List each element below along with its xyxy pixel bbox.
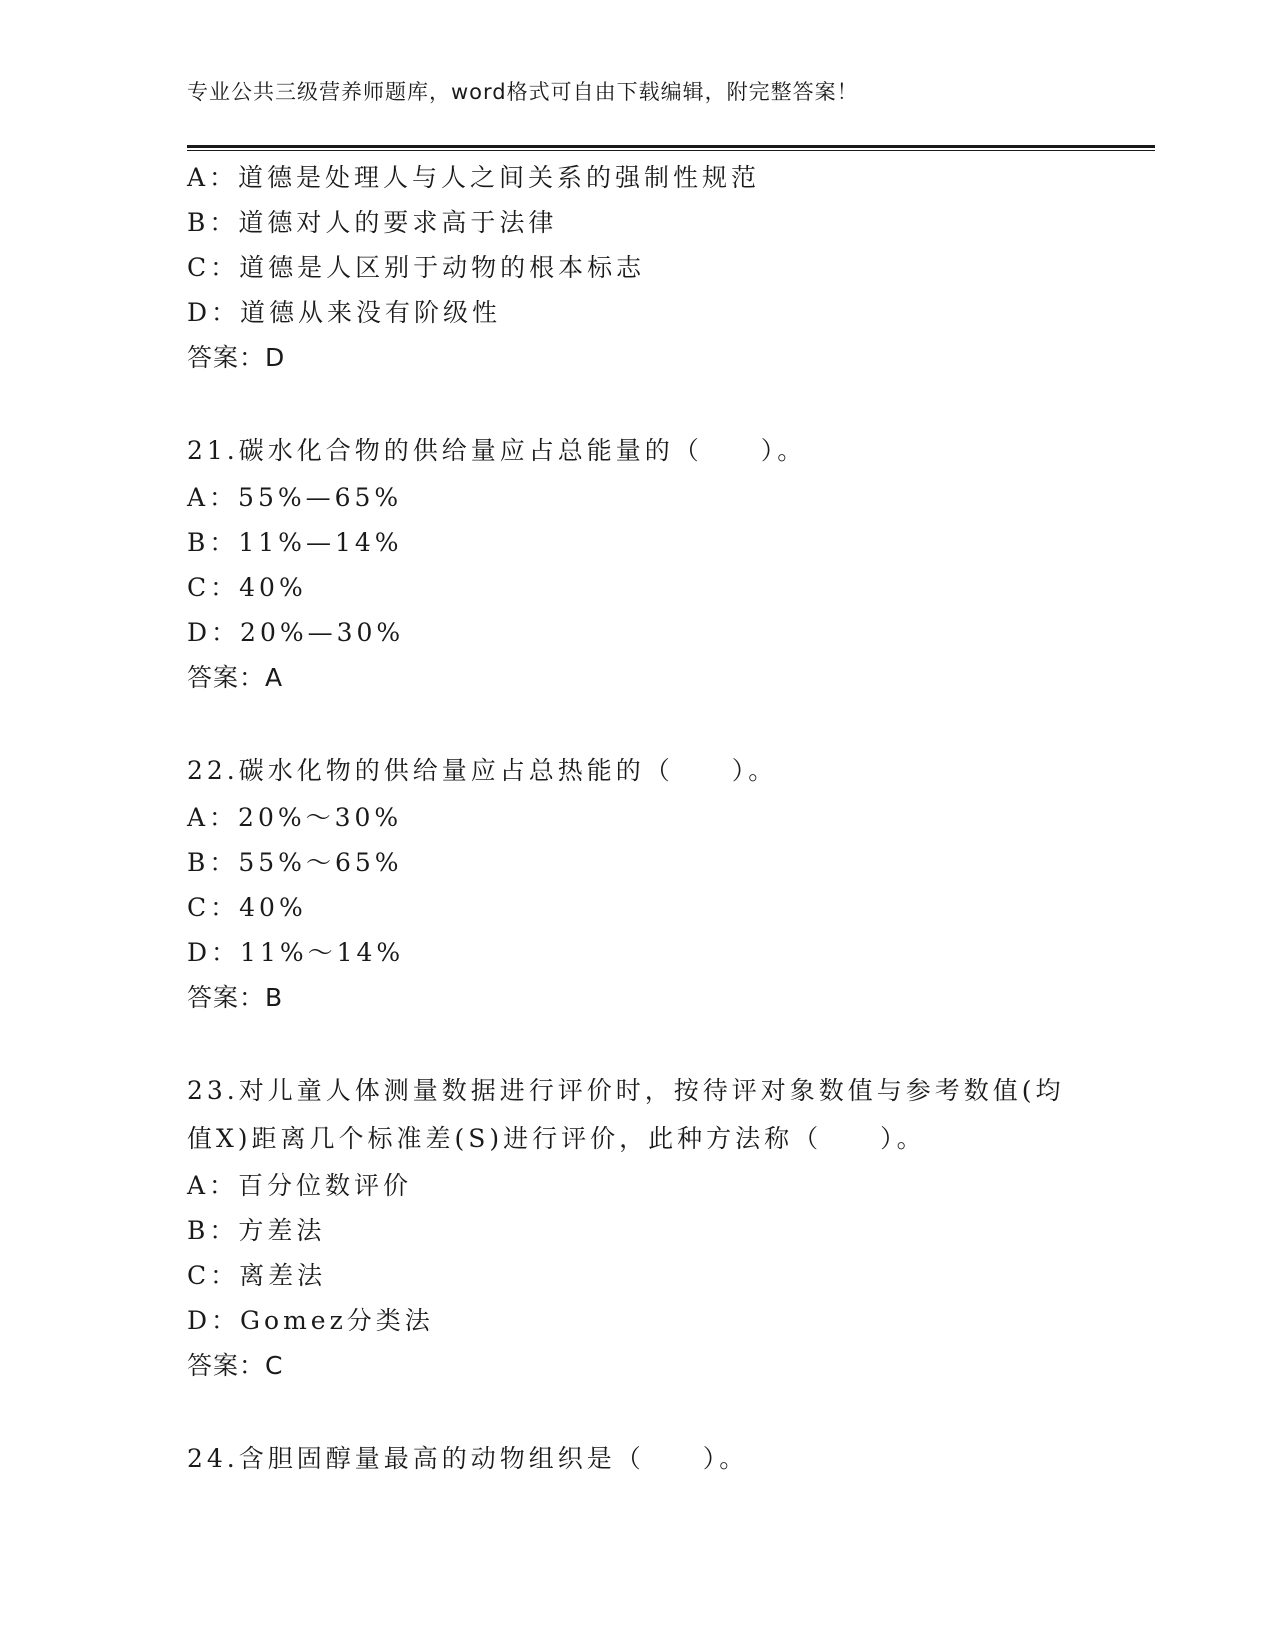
option-d: D：道德从来没有阶级性 bbox=[187, 298, 502, 327]
question-stem: 24.含胆固醇量最高的动物组织是（ ）。 bbox=[187, 1444, 749, 1473]
question-stem: 22.碳水化物的供给量应占总热能的（ ）。 bbox=[187, 756, 778, 785]
question-21 bbox=[187, 427, 1107, 700]
option-b: B：方差法 bbox=[187, 1216, 326, 1245]
question-24 bbox=[187, 1435, 1107, 1483]
option-c: C：道德是人区别于动物的根本标志 bbox=[187, 253, 646, 282]
option-a: A：道德是处理人与人之间关系的强制性规范 bbox=[187, 163, 761, 192]
option-b: B：11%—14% bbox=[187, 528, 403, 557]
answer-line: 答案：C bbox=[187, 1351, 284, 1380]
page-header: 专业公共三级营养师题库，word格式可自由下载编辑，附完整答案！ bbox=[187, 80, 859, 104]
question-22 bbox=[187, 747, 1107, 1020]
question-23 bbox=[187, 1067, 1107, 1388]
question-stem-line-1: 23.对儿童人体测量数据进行评价时，按待评对象数值与参考数值(均 bbox=[187, 1076, 1065, 1105]
spacer bbox=[187, 380, 1107, 427]
option-c: C：40% bbox=[187, 573, 307, 602]
option-d: D：Gomez分类法 bbox=[187, 1306, 434, 1335]
spacer bbox=[187, 1388, 1107, 1435]
header-divider bbox=[187, 145, 1155, 151]
option-a: A：55%—65% bbox=[187, 483, 403, 512]
option-b: B：道德对人的要求高于法律 bbox=[187, 208, 558, 237]
option-c: C：40% bbox=[187, 893, 307, 922]
option-a: A：20%～30% bbox=[187, 803, 403, 832]
option-a: A：百分位数评价 bbox=[187, 1171, 413, 1200]
answer-line: 答案：D bbox=[187, 343, 286, 372]
question-list bbox=[187, 155, 1107, 1483]
spacer bbox=[187, 700, 1107, 747]
question-stem: 21.碳水化合物的供给量应占总能量的（ ）。 bbox=[187, 436, 807, 465]
question-stem-line-2: 值X)距离几个标准差(S)进行评价，此种方法称（ ）。 bbox=[187, 1124, 926, 1153]
answer-line: 答案：A bbox=[187, 663, 284, 692]
option-d: D：11%～14% bbox=[187, 938, 405, 967]
spacer bbox=[187, 1020, 1107, 1067]
option-c: C：离差法 bbox=[187, 1261, 327, 1290]
answer-line: 答案：B bbox=[187, 983, 284, 1012]
option-d: D：20%—30% bbox=[187, 618, 405, 647]
option-b: B：55%～65% bbox=[187, 848, 403, 877]
previous-question bbox=[187, 155, 1107, 380]
